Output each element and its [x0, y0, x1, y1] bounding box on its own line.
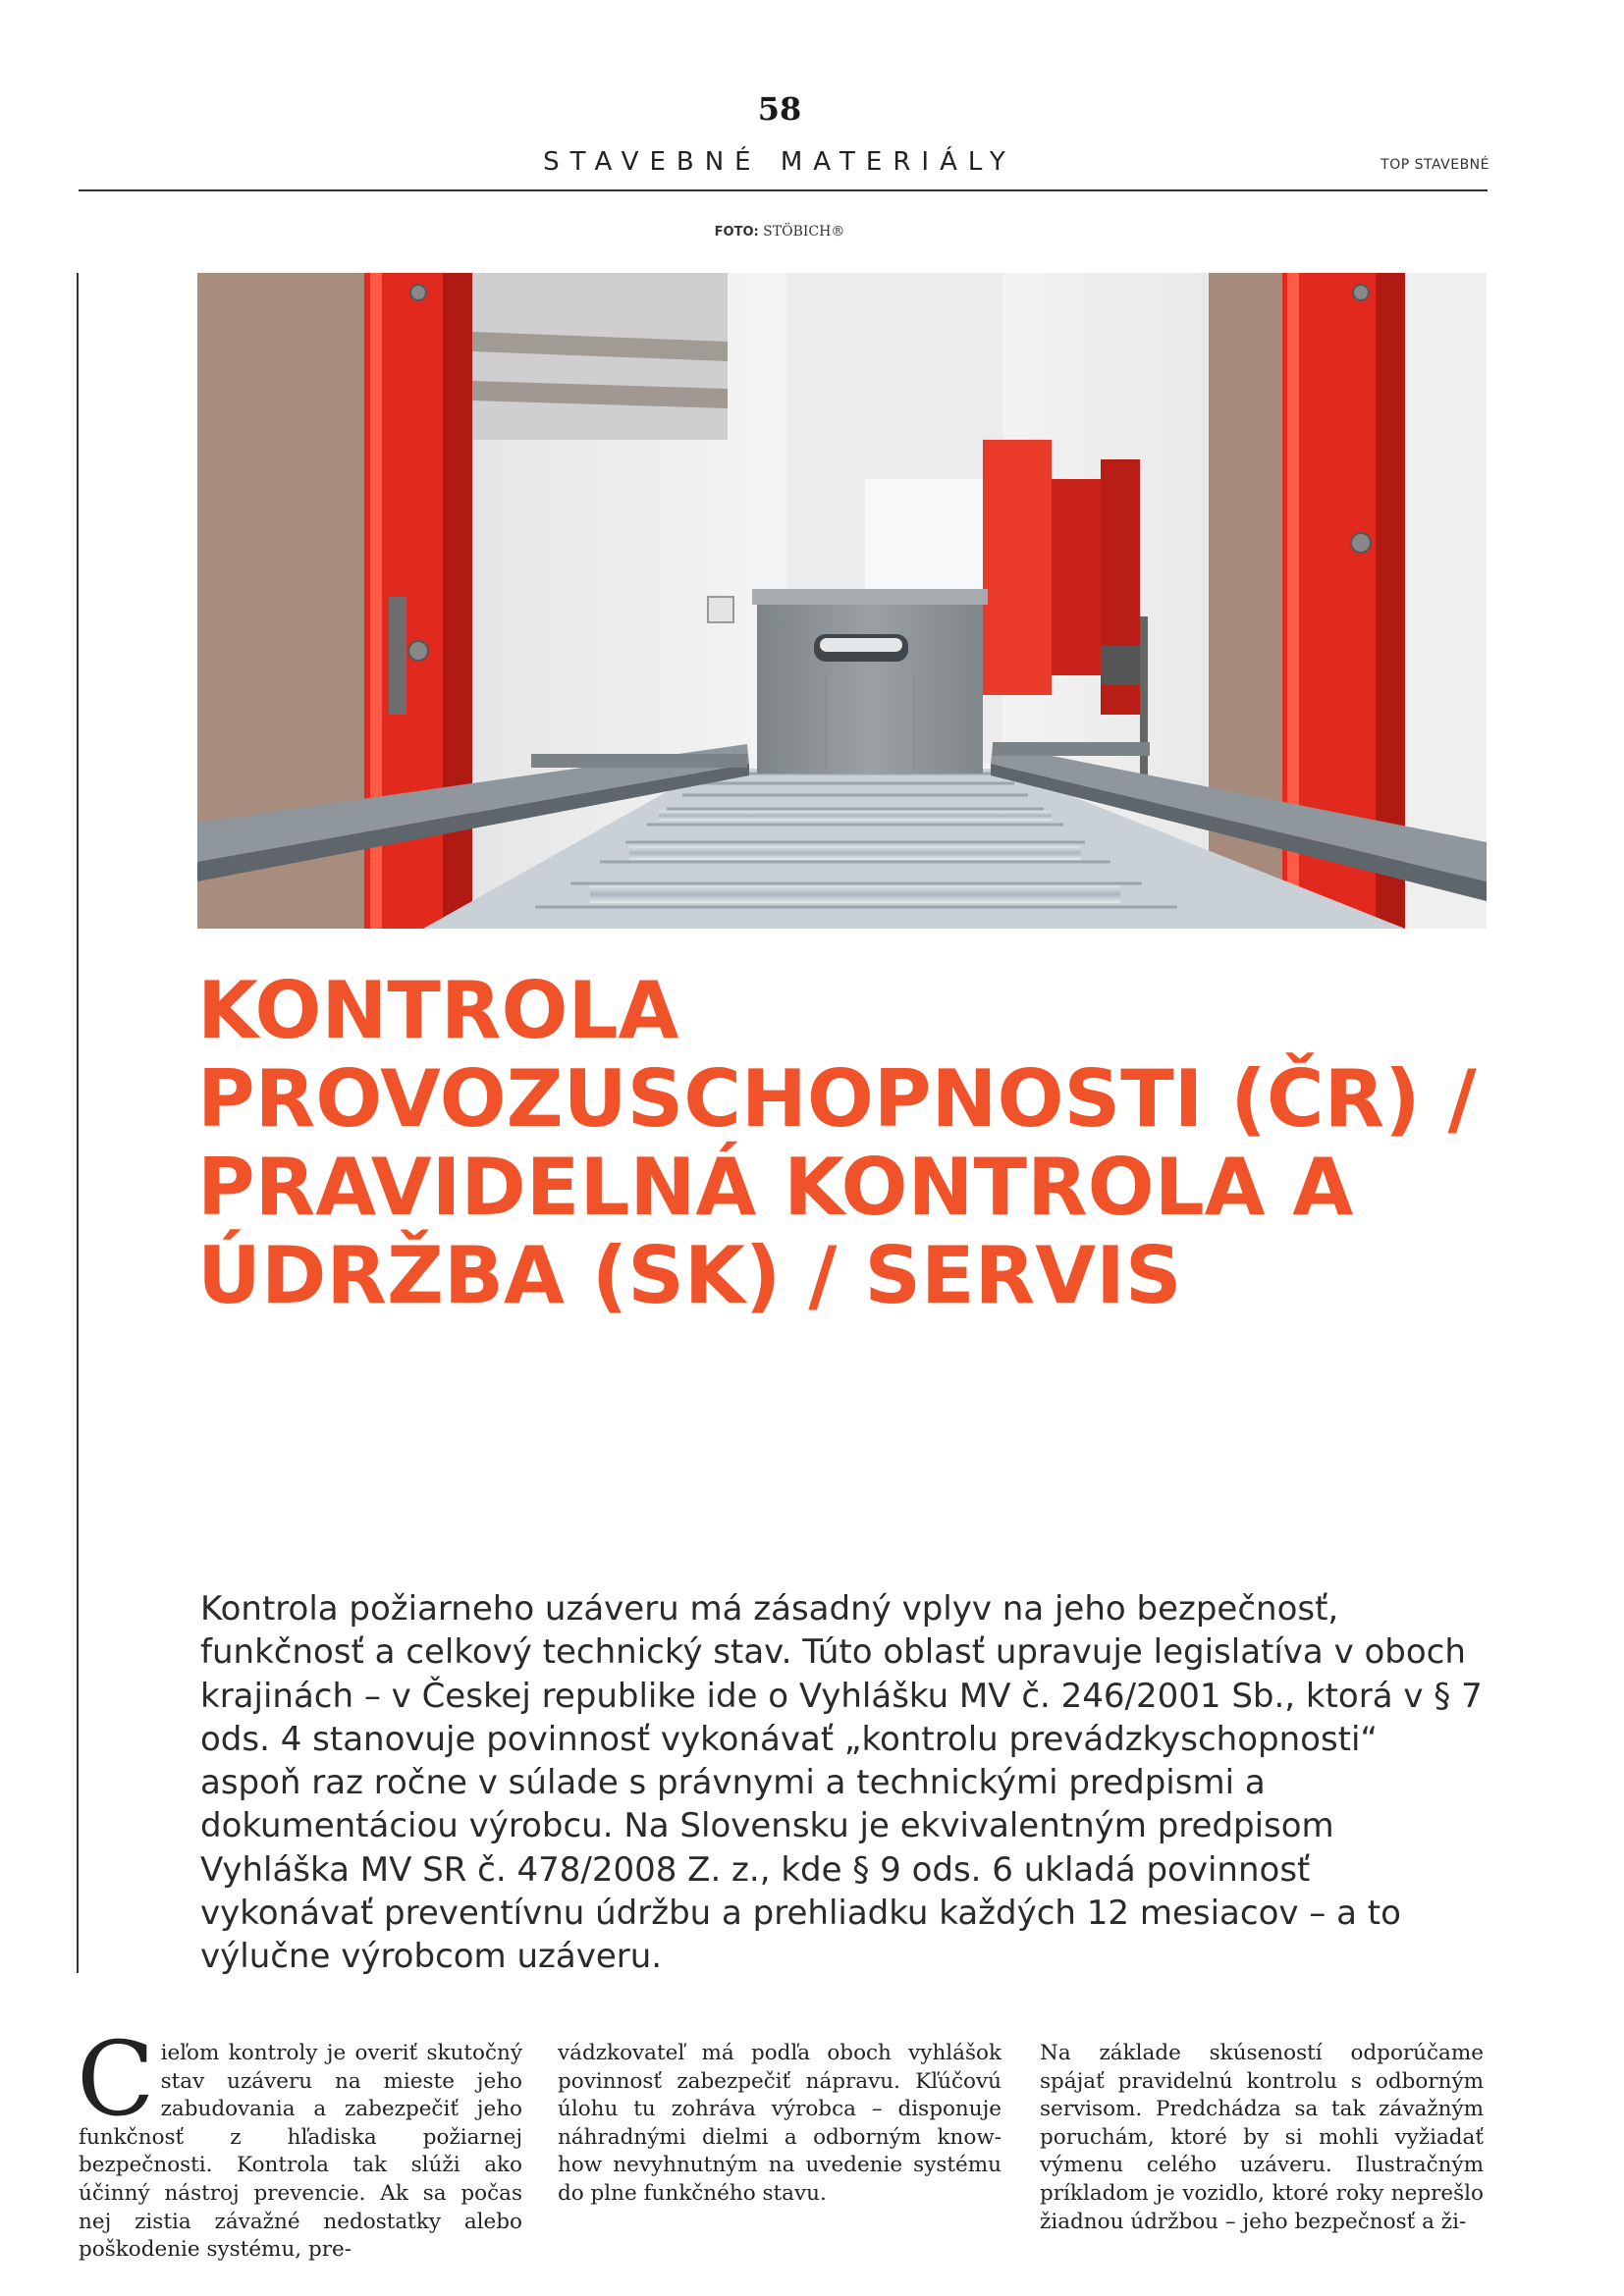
page-number: 58 [757, 90, 802, 128]
photo-credit-label: FOTO: [714, 225, 759, 240]
magazine-name: TOP STAVEBNÉ [1380, 157, 1489, 173]
article-column-1-text: ieľom kontroly je overiť skutočný stav uzáveru na mieste jeho zabudovania a zabezpečiť jeho funkčnosť z hľadiska požiarnej bezpečnosti. Kontrola tak slúži ako účinný nástroj prevencie. Ak sa počas nej zistia závažné nedostatky alebo poškodenie systému, pre- [79, 2041, 522, 2263]
photo-credit [0, 224, 1559, 240]
left-margin-rule [77, 273, 79, 1973]
article-column-1 [77, 2019, 522, 2265]
article-column-3: Na základe skúseností odporúčame spájať pravidelnú kontrolu s odborným servisom. Predchádza sa tak závažným poruchám, ktoré by si mohli vyžiadať výmenu celého uzáveru. Ilustračným príkladom je vozidlo, ktoré roky neprešlo žiadnou údržbou – jeho bezpečnosť a ži- [1040, 2041, 1484, 2234]
article-headline: KONTROLA PROVOZUSCHOPNOSTI (ČR) / PRAVIDELNÁ KONTROLA A ÚDRŽBA (SK) / SERVIS [197, 965, 1477, 1321]
article-lead: Kontrola požiarneho uzáveru má zásadný vplyv na jeho bezpečnosť, funkčnosť a celkový technický stav. Túto oblasť upravuje legislatíva v oboch krajinách – v Českej republike ide o Vyhlášku MV č. 246/2001 Sb., ktorá v § 7 ods. 4 stanovuje povinnosť vykonávať „kontrolu prevádzkyschopnosti“ aspoň raz ročne v súlade s právnymi a technickými predpismi a dokumentáciou výrobcu. Na Slovensku je ekvivalentným predpisom Vyhláška MV SR č. 478/2008 Z. z., kde § 9 ods. 6 ukladá povinnosť vykonávať preventívnu údržbu a prehliadku každých 12 mesiacov – a to výlučne výrobcom uzáveru. [200, 1589, 1483, 1977]
header-divider [79, 189, 1488, 191]
article-photo [197, 273, 1487, 929]
section-title: STAVEBNÉ MATERIÁLY [543, 147, 1016, 177]
article-column-2: vádzkovateľ má podľa oboch vyhlášok povinnosť zabezpečiť nápravu. Kľúčovú úlohu tu zohráva výrobca – disponuje náhradnými dielmi a odborným know-how nevyhnutným na uvedenie systému do plne funkčného stavu. [558, 2041, 1001, 2206]
drop-cap: C [77, 2019, 155, 2139]
photo-credit-name: STÖBICH® [763, 224, 845, 240]
